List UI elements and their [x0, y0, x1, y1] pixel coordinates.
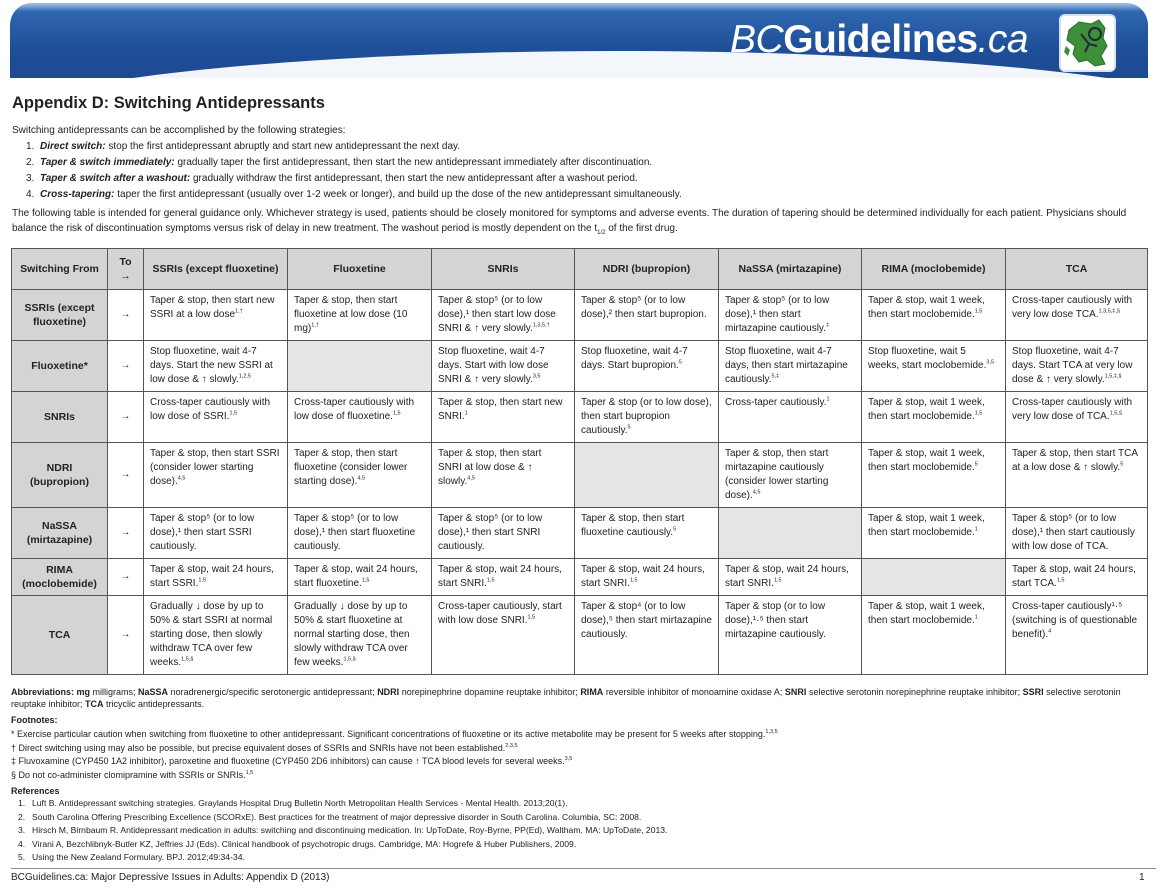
- cell-text: Taper & stop⁵ (or to low dose),¹ then start low dose SNRI & ↑ very slowly.: [438, 295, 556, 334]
- column-header: RIMA (moclobemide): [862, 249, 1006, 290]
- cell-text: Taper & stop⁵ (or to low dose),¹ then start cautiously with low dose of TCA.: [1012, 513, 1135, 552]
- column-header: SSRIs (except fluoxetine): [144, 249, 288, 290]
- table-cell: [288, 290, 432, 341]
- reference-item: [18, 824, 667, 838]
- cell-text: Taper & stop, then start fluoxetine at low dose (10 mg): [294, 295, 408, 334]
- cell-text: Taper & stop, wait 24 hours, start SNRI.: [725, 564, 849, 589]
- cell-text: Taper & stop, then start SNRI at low dose & ↑ slowly.: [438, 448, 542, 487]
- strategy-list: [26, 139, 682, 203]
- table-cell: [575, 392, 719, 443]
- table-cell: [1006, 392, 1148, 443]
- cell-text: Taper & stop, wait 24 hours, start fluoxetine.: [294, 564, 418, 589]
- table-cell: [144, 559, 288, 596]
- abbreviations-label: Abbreviations:: [11, 687, 75, 697]
- table-cell: [1006, 443, 1148, 508]
- guidance-paragraph: The following table is intended for general guidance only. Whichever strategy is used, patients should be closely monitored for symptoms and adverse events. The duration of tapering should be determined individually for each patient. Physicians should balance the risk of discontinuation symptoms versus risk of delay in new treatment. The washout period is mostly dependent on the $t_{1/2}$ of the first drug.: [12, 208, 1127, 236]
- table-cell: [432, 341, 575, 392]
- table-cell: [862, 559, 1006, 596]
- cell-reference: 1: [826, 396, 830, 403]
- brand-suffix: .ca: [977, 18, 1029, 61]
- cell-reference: 1,5: [629, 577, 638, 584]
- cell-reference: 3,5: [986, 359, 995, 366]
- cell-reference: 4,5: [752, 489, 761, 496]
- cell-text: Stop fluoxetine, wait 4-7 days. Start TCA at very low dose & ↑ very slowly.: [1012, 346, 1133, 385]
- cell-reference: 1,5: [392, 410, 401, 417]
- switching-table: [11, 248, 1148, 675]
- cell-reference: 1,5,§: [343, 656, 356, 663]
- table-cell: [144, 290, 288, 341]
- row-label: SNRIs: [12, 392, 108, 443]
- footnote-item: [11, 742, 778, 756]
- table-row: [12, 443, 1148, 508]
- footnote-item: [11, 755, 778, 769]
- column-header: Fluoxetine: [288, 249, 432, 290]
- references-title: References: [11, 786, 60, 796]
- table-cell: [575, 559, 719, 596]
- table-cell: [432, 392, 575, 443]
- cell-text: Stop fluoxetine, wait 4-7 days. Start with low dose SNRI & ↑ very slowly.: [438, 346, 549, 385]
- cell-text: Stop fluoxetine, wait 4-7 days. Start bupropion.: [581, 346, 688, 371]
- abbreviation-term: SNRI: [784, 687, 807, 697]
- strategy-item: 4. Cross-tapering: taper the first antidepressant (usually over 1-2 week or longer), and build up the dose of the new antidepressant simultaneously.: [26, 189, 682, 200]
- footnote-text: ‡ Fluvoxamine (CYP450 1A2 inhibitor), paroxetine and fluoxetine (CYP450 2D6 inhibitors) can cause ↑ TCA blood levels for several weeks.: [11, 756, 565, 766]
- cell-text: Gradually ↓ dose by up to 50% & start SSRI at normal starting dose, then slowly withdraw TCA over few weeks.: [150, 601, 273, 668]
- table-cell: [862, 596, 1006, 675]
- cell-text: Taper & stop, wait 1 week, then start moclobemide.: [868, 601, 985, 626]
- intro-text: Switching antidepressants can be accomplished by the following strategies:: [12, 125, 346, 136]
- arrow-icon: →: [108, 443, 144, 508]
- footnotes-list: [11, 728, 778, 782]
- banner-shine: [10, 3, 1148, 11]
- table-cell: [288, 596, 432, 675]
- cell-text: Cross-taper cautiously with low dose of SSRI.: [150, 397, 271, 422]
- abbreviation-definition: reversible inhibitor of monoamine oxidase A;: [603, 687, 785, 697]
- cell-text: Taper & stop, then start TCA at a low dose & ↑ slowly.: [1012, 448, 1138, 473]
- cell-reference: 4,5: [177, 475, 186, 482]
- abbreviation-term: NDRI: [377, 687, 400, 697]
- table-cell: [575, 508, 719, 559]
- cell-text: Taper & stop⁵ (or to low dose),¹ then start fluoxetine cautiously.: [294, 513, 416, 552]
- cell-reference: 5: [1120, 461, 1124, 468]
- arrow-icon: →: [108, 559, 144, 596]
- cell-reference: 5,‡: [771, 373, 780, 380]
- table-cell: [575, 596, 719, 675]
- arrow-icon: →: [108, 596, 144, 675]
- reference-text: Using the New Zealand Formulary. BPJ. 2012;49:34-34.: [32, 852, 245, 862]
- table-row: [12, 290, 1148, 341]
- cell-reference: 1,5: [974, 410, 983, 417]
- abbreviation-term: RIMA: [580, 687, 604, 697]
- table-cell: [575, 341, 719, 392]
- column-header: To →: [108, 249, 144, 290]
- cell-text: Cross-taper cautiously with very low dose of TCA.: [1012, 397, 1133, 422]
- table-cell: [575, 443, 719, 508]
- cell-reference: 1,5: [361, 577, 370, 584]
- reference-text: Hirsch M, Birnbaum R. Antidepressant medication in adults: switching and discontinuing medication. In: UpToDate, Roy-Byrne, PP(Ed), Waltham, MA: UpToDate, 2013.: [32, 825, 668, 835]
- arrow-icon: →: [108, 508, 144, 559]
- table-cell: [862, 341, 1006, 392]
- table-cell: [719, 559, 862, 596]
- table-cell: [719, 290, 862, 341]
- row-label: SSRIs (except fluoxetine): [12, 290, 108, 341]
- footer-source: BCGuidelines.ca: Major Depressive Issues in Adults: Appendix D (2013): [11, 872, 330, 883]
- reference-text: Luft B. Antidepressant switching strategies. Graylands Hospital Drug Bulletin North Metropolitan Health Services - Mental Health. 2013;20(1).: [32, 798, 568, 808]
- reference-number: 4.: [18, 838, 26, 849]
- table-row: [12, 596, 1148, 675]
- column-header: NDRI (bupropion): [575, 249, 719, 290]
- reference-item: [18, 797, 667, 811]
- table-cell: [144, 508, 288, 559]
- table-cell: [719, 596, 862, 675]
- table-cell: [862, 392, 1006, 443]
- cell-text: Cross-taper cautiously with very low dose TCA.: [1012, 295, 1133, 320]
- page-number: 1: [1139, 872, 1145, 883]
- abbreviation-definition: noradrenergic/specific serotonergic antidepressant;: [168, 687, 378, 697]
- cell-text: Taper & stop, then start new SNRI.: [438, 397, 563, 422]
- cell-reference: 1,5: [486, 577, 495, 584]
- cell-reference: 1,†: [311, 322, 319, 329]
- abbreviation-term: SSRI: [1022, 687, 1044, 697]
- cell-text: Taper & stop (or to low dose), then start bupropion cautiously.: [581, 397, 712, 436]
- table-cell: [862, 508, 1006, 559]
- cell-text: Cross-taper cautiously with low dose of fluoxetine.: [294, 397, 415, 422]
- cell-reference: 5: [627, 424, 631, 431]
- cell-reference: 1,5,§: [1109, 410, 1122, 417]
- cell-text: Taper & stop, wait 1 week, then start moclobemide.: [868, 513, 985, 538]
- cell-reference: 1,3,5,†: [532, 322, 550, 329]
- table-cell: [1006, 559, 1148, 596]
- reference-item: [18, 811, 667, 825]
- footnote-reference: 3,5: [564, 756, 573, 762]
- cell-text: Taper & stop, then start fluoxetine (consider lower starting dose).: [294, 448, 408, 487]
- cell-text: Taper & stop, then start new SSRI at a low dose: [150, 295, 275, 320]
- cell-reference: 5: [673, 526, 677, 533]
- footer-divider: [11, 868, 1156, 869]
- reference-number: 3.: [18, 825, 26, 835]
- cell-reference: 1,5: [229, 410, 238, 417]
- table-cell: [719, 392, 862, 443]
- table-cell: [288, 341, 432, 392]
- cell-text: Stop fluoxetine, wait 4-7 days. Start the new SSRI at low dose & ↑ slowly.: [150, 346, 273, 385]
- table-cell: [575, 290, 719, 341]
- table-cell: [1006, 341, 1148, 392]
- cell-text: Taper & stop⁵ (or to low dose),² then start bupropion.: [581, 295, 707, 320]
- table-cell: [144, 596, 288, 675]
- column-header: TCA: [1006, 249, 1148, 290]
- table-cell: [144, 443, 288, 508]
- reference-number: 2.: [18, 811, 26, 822]
- table-row: [12, 341, 1148, 392]
- cell-reference: 4,5: [467, 475, 475, 482]
- cell-text: Taper & stop, then start SSRI (consider lower starting dose).: [150, 448, 280, 487]
- cell-reference: 1,5: [198, 577, 207, 584]
- cell-text: Taper & stop, wait 24 hours, start SSRI.: [150, 564, 274, 589]
- reference-text: Virani A, Bezchlibnyk-Butler KZ, Jeffries JJ (Eds). Clinical handbook of psychotropic drugs. Cambridge, MA: Hogrefe & Huber Publishers, 2009.: [32, 838, 577, 849]
- cell-reference: 1,5,‡,§: [1104, 373, 1122, 380]
- cell-reference: 1,2,5: [238, 373, 251, 380]
- cell-reference: 1,5: [1056, 577, 1065, 584]
- reference-text: South Carolina Offering Prescribing Excellence (SCORxE). Best practices for the treatment of major depressive disorder in South Carolina. Columbia, SC: 2008.: [32, 811, 642, 822]
- cell-text: Taper & stop (or to low dose),¹·⁵ then start mirtazapine cautiously.: [725, 601, 826, 640]
- reference-item: [18, 851, 667, 865]
- cell-reference: 4,5: [357, 475, 366, 482]
- abbreviation-definition: milligrams;: [90, 687, 139, 697]
- arrow-icon: →: [108, 341, 144, 392]
- cell-reference: 1,5: [773, 577, 782, 584]
- footnote-text: * Exercise particular caution when switching from fluoxetine to other antidepressant. Significant concentrations of fluoxetine or its active metabolite may be present for 5 weeks after stopping.: [11, 729, 766, 739]
- cell-text: Taper & stop, then start fluoxetine cautiously.: [581, 513, 685, 538]
- table-cell: [144, 392, 288, 443]
- cell-text: Taper & stop, wait 24 hours, start SNRI.: [581, 564, 705, 589]
- cell-text: Taper & stop, wait 24 hours, start TCA.: [1012, 564, 1136, 589]
- cell-text: Cross-taper cautiously.: [725, 397, 827, 408]
- cell-text: Taper & stop⁵ (or to low dose),¹ then start mirtazapine cautiously.: [725, 295, 830, 334]
- cell-reference: 1,5: [974, 308, 983, 315]
- cell-text: Taper & stop, wait 24 hours, start SNRI.: [438, 564, 562, 589]
- cell-text: Taper & stop⁴ (or to low dose),⁵ then start mirtazapine cautiously.: [581, 601, 712, 640]
- table-row: [12, 559, 1148, 596]
- abbreviation-definition: selective serotonin norepinephrine reuptake inhibitor;: [806, 687, 1023, 697]
- cell-reference: 1,5: [527, 614, 536, 621]
- column-header: SNRIs: [432, 249, 575, 290]
- bc-map-logo-svg: [1061, 16, 1114, 70]
- table-cell: [719, 341, 862, 392]
- cell-reference: 1,5,§: [181, 656, 194, 663]
- table-cell: [432, 290, 575, 341]
- table-cell: [432, 596, 575, 675]
- footnote-text: † Direct switching using may also be possible, but precise equivalent doses of SSRIs and SNRIs have not been established.: [11, 742, 506, 753]
- cell-text: Stop fluoxetine, wait 4-7 days, then start mirtazapine cautiously.: [725, 346, 848, 385]
- bc-map-logo-icon[interactable]: [1059, 14, 1116, 72]
- table-row: [12, 508, 1148, 559]
- abbreviation-definition: norepinephrine dopamine reuptake inhibitor;: [399, 687, 581, 697]
- cell-text: Taper & stop, then start mirtazapine cautiously (consider lower starting dose).: [725, 448, 829, 501]
- strategy-item: 3. Taper & switch after a washout: gradually withdraw the first antidepressant, then start the new antidepressant after a washout period.: [26, 173, 638, 184]
- footnote-reference: 1,5: [245, 769, 254, 776]
- cell-reference: 1: [974, 614, 978, 621]
- table-cell: [862, 443, 1006, 508]
- cell-reference: 1: [974, 526, 978, 533]
- brand-prefix: BC: [730, 18, 784, 61]
- footnote-reference: 1,3,5: [765, 729, 778, 735]
- table-cell: [144, 341, 288, 392]
- abbreviation-term: NaSSA: [138, 687, 169, 697]
- row-label: RIMA (moclobemide): [12, 559, 108, 596]
- row-label: TCA: [12, 596, 108, 675]
- reference-number: 1.: [18, 798, 26, 808]
- footnote-reference: 2,3,5: [505, 742, 518, 749]
- column-header: Switching From: [12, 249, 108, 290]
- table-cell: [432, 443, 575, 508]
- cell-text: Taper & stop, wait 1 week, then start moclobemide.: [868, 397, 985, 422]
- cell-text: Cross-taper cautiously¹·⁵ (switching is of questionable benefit).: [1012, 601, 1138, 640]
- table-cell: [719, 443, 862, 508]
- cell-reference: 3,5: [532, 373, 541, 380]
- arrow-icon: →: [108, 392, 144, 443]
- table-cell: [432, 508, 575, 559]
- footnote-item: [11, 728, 778, 742]
- table-cell: [288, 559, 432, 596]
- cell-text: Taper & stop, wait 1 week, then start moclobemide.: [868, 448, 985, 473]
- footnote-text: § Do not co-administer clomipramine with SSRIs or SNRIs.: [11, 769, 246, 780]
- table-row: [12, 392, 1148, 443]
- cell-reference: 1: [464, 410, 468, 417]
- table-cell: [288, 443, 432, 508]
- abbreviation-definition: selective serotonin reuptake inhibitor;: [11, 687, 1121, 709]
- row-label: Fluoxetine*: [12, 341, 108, 392]
- cell-text: Taper & stop⁵ (or to low dose),¹ then start SNRI cautiously.: [438, 513, 543, 552]
- cell-text: Cross-taper cautiously, start with low dose SNRI.: [438, 601, 562, 626]
- abbreviation-definition: tricyclic antidepressants.: [103, 699, 205, 709]
- abbreviation-term: mg: [76, 687, 91, 697]
- cell-text: Stop fluoxetine, wait 5 weeks, start moclobemide.: [868, 346, 987, 371]
- table-header-row: [12, 249, 1148, 290]
- table-cell: [432, 559, 575, 596]
- table-cell: [288, 508, 432, 559]
- cell-reference: 4: [1048, 628, 1052, 635]
- table-cell: [862, 290, 1006, 341]
- table-cell: [1006, 508, 1148, 559]
- row-label: NaSSA (mirtazapine): [12, 508, 108, 559]
- references-list: [18, 797, 667, 865]
- cell-reference: 5: [974, 461, 978, 468]
- brand-main: Guidelines: [783, 18, 978, 61]
- cell-reference: 1,†: [235, 308, 243, 315]
- cell-reference: 1,3,5,‡,§: [1098, 308, 1120, 315]
- footnotes-title: Footnotes:: [11, 715, 58, 725]
- column-header: NaSSA (mirtazapine): [719, 249, 862, 290]
- strategy-item: 2. Taper & switch immediately: gradually taper the first antidepressant, then start the new antidepressant immediately after discontinuation.: [26, 157, 653, 168]
- cell-reference: 5: [678, 359, 682, 366]
- abbreviation-term: TCA: [85, 699, 104, 709]
- table-cell: [1006, 596, 1148, 675]
- row-label: NDRI (bupropion): [12, 443, 108, 508]
- reference-item: [18, 838, 667, 852]
- arrow-icon: →: [108, 290, 144, 341]
- table-cell: [288, 392, 432, 443]
- cell-reference: ‡: [825, 322, 830, 329]
- footnote-item: [11, 769, 778, 783]
- page-title: Appendix D: Switching Antidepressants: [12, 94, 325, 112]
- table-cell: [719, 508, 862, 559]
- abbreviations: [11, 686, 1156, 710]
- cell-text: Taper & stop⁵ (or to low dose),¹ then start SSRI cautiously.: [150, 513, 255, 552]
- brand-wordmark[interactable]: [730, 18, 1028, 62]
- cell-text: Gradually ↓ dose by up to 50% & start fluoxetine at normal starting dose, then slowly withdraw TCA over few weeks.: [294, 601, 410, 668]
- table-cell: [1006, 290, 1148, 341]
- strategy-item: 1. Direct switch: stop the first antidepressant abruptly and start new antidepressant the next day.: [26, 141, 461, 152]
- reference-number: 5.: [18, 852, 26, 862]
- cell-text: Taper & stop, wait 1 week, then start moclobemide.: [868, 295, 985, 320]
